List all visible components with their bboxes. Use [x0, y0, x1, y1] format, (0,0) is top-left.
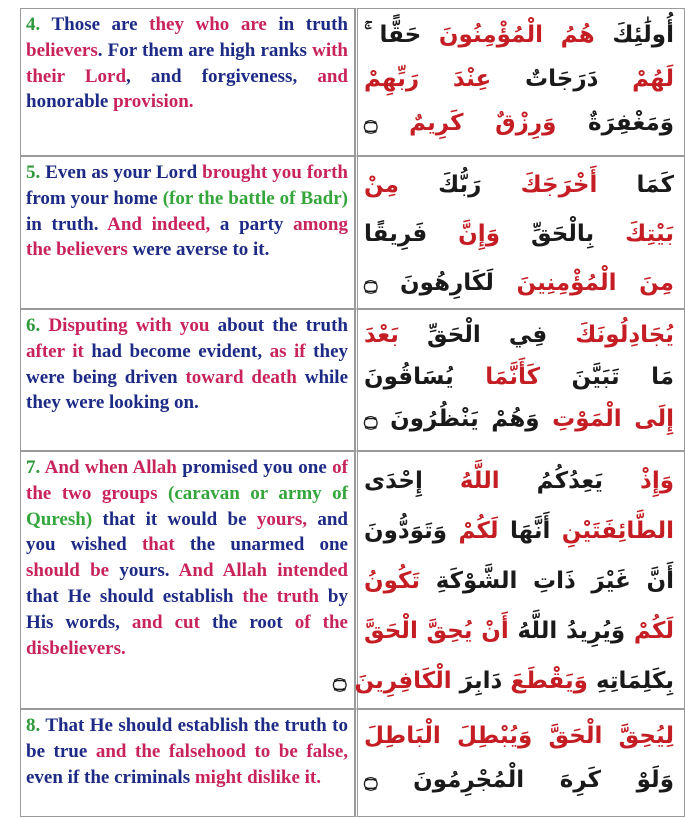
arabic-segment: أَخْرَجَكَ [481, 172, 598, 198]
translation-segment: yours, [256, 508, 318, 530]
arabic-segment: رَبُّكَ [398, 172, 482, 198]
translation-segment: they who are [149, 14, 279, 35]
english-translation [26, 12, 348, 115]
arabic-segment: إِلَى الْمَوْتِ [539, 406, 675, 432]
arabic-segment: أَنَّهَا [498, 518, 551, 544]
verse-number: 6. [26, 315, 49, 336]
arabic-verse-line [364, 714, 674, 758]
translation-segment: toward death [185, 366, 305, 388]
arabic-segment: غَيْرَ ذَاتِ الشَّوْكَةِ [420, 568, 631, 594]
arabic-segment: يُجَادِلُونَكَ [547, 322, 674, 348]
arabic-segment: وَهُمْ يَنْظُرُونَ [390, 406, 540, 432]
arabic-segment: بِالْحَقِّ [500, 221, 595, 247]
translation-segment: in truth [278, 14, 348, 35]
arabic-verse-line [364, 101, 674, 145]
arabic-segment: لِيُحِقَّ الْحَقَّ [532, 723, 674, 749]
translation-segment: yours. [119, 560, 179, 582]
translation-segment: of the two groups [26, 457, 348, 504]
arabic-verse-line [364, 506, 674, 556]
translation-segment: and you wished [26, 508, 348, 556]
arabic-verse-cell [332, 451, 685, 709]
translation-segment: promised you one [182, 457, 333, 478]
arabic-segment: اللَّهُ [422, 468, 500, 494]
verse-row [20, 709, 685, 817]
arabic-segment: ۝ [332, 668, 355, 694]
translation-segment: that [141, 534, 190, 556]
arabic-verse-line [364, 356, 674, 398]
translation-segment: should be [26, 560, 120, 582]
english-translation [26, 313, 348, 416]
arabic-segment: لَكُمْ [625, 618, 674, 644]
translation-segment: they were being driven [26, 340, 348, 388]
translation-segment: brought you forth [202, 162, 348, 183]
arabic-segment: فَرِيقًا [364, 221, 428, 247]
translation-segment: might dislike it. [194, 766, 322, 788]
verse-number: 8. [26, 715, 46, 736]
translation-segment: a party [219, 213, 294, 235]
translation-segment: provision. [113, 91, 194, 113]
arabic-verse-line [364, 556, 674, 606]
english-translation-cell [20, 8, 355, 156]
arabic-segment: الطَّائِفَتَيْنِ [550, 518, 674, 544]
arabic-segment: وَيَقْطَعَ [502, 668, 588, 694]
translation-segment: among the believers [26, 213, 348, 261]
arabic-verse-cell [355, 309, 685, 451]
translation-segment: from your home [26, 187, 163, 209]
translation-segment: That He should establish the truth to be true [26, 715, 348, 762]
verse-table [20, 8, 685, 817]
arabic-segment: أَنَّ [630, 568, 674, 594]
translation-segment: Those are [51, 14, 150, 35]
arabic-segment: فِي الْحَقِّ [398, 322, 548, 348]
translation-segment: . For them are high ranks [97, 39, 313, 61]
arabic-segment: وَإِذْ [603, 468, 674, 494]
english-translation [26, 455, 348, 661]
english-translation-cell [20, 309, 355, 451]
translation-segment: believers [26, 39, 98, 61]
arabic-verse-line [364, 57, 674, 101]
verse-number: 4. [26, 14, 52, 35]
arabic-segment: لَهُمْ [598, 66, 674, 92]
translation-segment: and the falsehood [95, 740, 255, 762]
translation-segment: Disputing with you [48, 315, 218, 336]
translation-segment: to be false, [254, 740, 349, 762]
arabic-segment: وَلَوْ كَرِهَ [524, 767, 674, 793]
arabic-segment: عِنْدَ رَبِّهِمْ [364, 66, 492, 92]
arabic-segment: بَعْدَ [364, 322, 399, 348]
arabic-segment: لَكُمْ [447, 518, 499, 544]
arabic-segment: وَإِنَّ [427, 221, 500, 247]
arabic-segment: وَتَوَدُّونَ [364, 518, 448, 544]
arabic-segment: أُولَٰئِكَ [594, 22, 674, 48]
arabic-verse-line [364, 210, 674, 259]
arabic-verse-line [364, 314, 674, 356]
arabic-segment: وَمَغْفِرَةٌ [556, 110, 674, 136]
translation-segment: after it [26, 340, 92, 362]
translation-segment: the unarmed one [189, 534, 348, 556]
arabic-verse-cell [355, 8, 685, 156]
verse-number: 7. [26, 457, 45, 478]
arabic-verse-line [364, 259, 674, 308]
arabic-verse-line [332, 656, 674, 706]
arabic-segment: وَيُرِيدُ اللَّهُ [508, 618, 626, 644]
arabic-segment: وَرِزْقٌ كَرِيمٌ [409, 110, 557, 136]
arabic-segment: دَرَجَاتٌ [491, 66, 599, 92]
arabic-verse-line [364, 398, 674, 440]
english-translation [26, 713, 348, 790]
arabic-segment: لَكَارِهُونَ [400, 270, 494, 296]
arabic-segment: الْكَافِرِينَ [354, 668, 452, 694]
arabic-segment: ۝ [364, 406, 391, 432]
translation-segment: by His words, [26, 585, 348, 633]
arabic-segment: مِنَ الْمُؤْمِنِينَ [493, 270, 675, 296]
translation-segment: of the disbelievers. [26, 611, 348, 659]
translation-segment: with their Lord [26, 39, 348, 87]
arabic-segment: ۝ [364, 767, 414, 793]
arabic-segment: وَيُبْطِلَ الْبَاطِلَ [364, 723, 533, 749]
arabic-segment: بَيْتِكَ [594, 221, 674, 247]
arabic-verse-line [364, 161, 674, 210]
arabic-segment: ۝ [364, 270, 401, 296]
arabic-segment: بِكَلِمَاتِهِ [587, 668, 674, 694]
translation-segment: the truth [242, 585, 328, 607]
translation-segment: were averse to it. [132, 239, 270, 261]
verse-number: 5. [26, 162, 46, 183]
translation-segment: that He should establish [26, 585, 243, 607]
arabic-segment: أَنْ يُحِقَّ الْحَقَّ [364, 618, 509, 644]
arabic-verse-cell [355, 709, 685, 817]
arabic-segment: كَمَا [597, 172, 674, 198]
translation-segment: while they were looking on. [26, 366, 348, 414]
translation-segment: and [317, 65, 348, 87]
arabic-verse-line [364, 456, 674, 506]
arabic-segment: مِنْ [364, 172, 399, 198]
translation-segment: about the truth [217, 315, 349, 336]
arabic-segment: دَابِرَ [451, 668, 503, 694]
translation-segment: (for the battle of Badr) [162, 187, 348, 209]
verse-row [20, 309, 685, 451]
arabic-segment: هُمُ الْمُؤْمِنُونَ [421, 22, 595, 48]
english-translation-cell [20, 709, 355, 817]
translation-segment: in truth. [26, 213, 108, 235]
translation-segment: And indeed, [107, 213, 220, 235]
arabic-segment: مَا تَبَيَّنَ [540, 364, 674, 390]
verse-row [20, 156, 685, 309]
arabic-segment: كَأَنَّمَا [453, 364, 540, 390]
translation-segment: as if [269, 340, 314, 362]
arabic-segment: يَعِدُكُمُ [499, 468, 604, 494]
translation-segment: that it would be [102, 508, 257, 530]
arabic-segment: الْمُجْرِمُونَ [413, 767, 525, 793]
arabic-verse-line [364, 13, 674, 57]
arabic-segment: ۝ [364, 110, 410, 136]
translation-segment: honorable [26, 91, 114, 113]
english-translation [26, 160, 348, 263]
translation-segment: , and forgiveness, [126, 65, 318, 87]
verse-row [20, 451, 685, 709]
english-translation-cell [20, 451, 355, 709]
translation-segment: And when Allah [44, 457, 183, 478]
translation-segment: had become evident, [91, 340, 270, 362]
translation-segment: Even as your Lord [45, 162, 203, 183]
verse-row [20, 8, 685, 156]
arabic-segment: يُسَاقُونَ [364, 364, 454, 390]
arabic-segment: تَكُونُ [364, 568, 421, 594]
translation-segment: And Allah intended [178, 560, 348, 582]
arabic-verse-cell [355, 156, 685, 309]
arabic-verse-line [364, 606, 674, 656]
translation-segment: the root [211, 611, 295, 633]
translation-segment: even if the criminals [26, 766, 195, 788]
english-translation-cell [20, 156, 355, 309]
arabic-segment: حَقًّا ۚ [364, 22, 422, 48]
arabic-segment: إِحْدَى [364, 468, 423, 494]
arabic-verse-line [364, 758, 674, 802]
translation-segment: and cut [131, 611, 212, 633]
translation-segment: (caravan or army of Quresh) [26, 482, 349, 530]
